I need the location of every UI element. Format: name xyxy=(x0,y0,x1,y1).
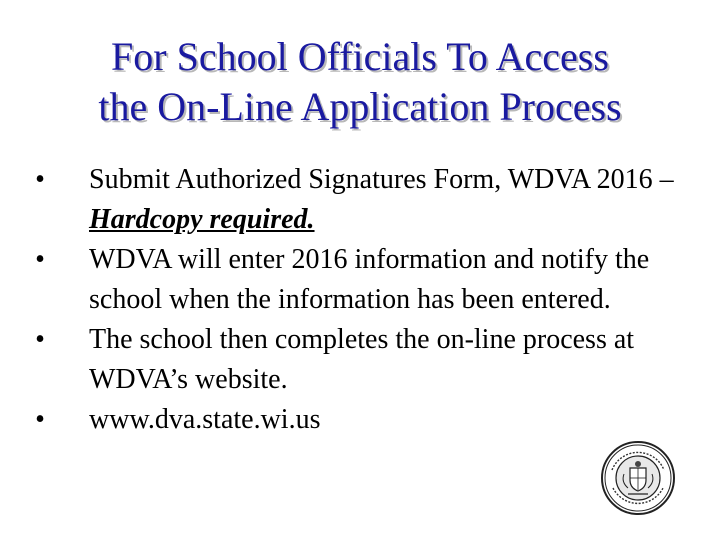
title-line-2: the On-Line Application Process xyxy=(98,84,622,129)
wisconsin-veterans-seal-icon xyxy=(600,440,676,516)
bullet-dot: • xyxy=(35,404,45,435)
bullet-item-school-completes xyxy=(30,320,680,400)
bullet-list xyxy=(30,160,680,440)
bullet-item-website xyxy=(30,400,680,440)
bullet-text: The school then completes the on-line process at WDVA’s website. xyxy=(89,324,635,395)
website-link-text: www.dva.state.wi.us xyxy=(89,404,321,435)
hardcopy-required-emphasis: Hardcopy required. xyxy=(89,204,315,235)
bullet-item-signatures-form xyxy=(30,160,680,240)
bullet-dot: • xyxy=(35,164,45,195)
bullet-dot: • xyxy=(35,324,45,355)
bullet-item-wdva-enter xyxy=(30,240,680,320)
title-line-1: For School Officials To Access xyxy=(111,34,609,79)
bullet-text: Submit Authorized Signatures Form, WDVA 2016 – xyxy=(89,164,674,195)
bullet-dot: • xyxy=(35,244,45,275)
slide-title xyxy=(0,32,720,132)
bullet-text: WDVA will enter 2016 information and notify the school when the information has been entered. xyxy=(89,244,650,315)
